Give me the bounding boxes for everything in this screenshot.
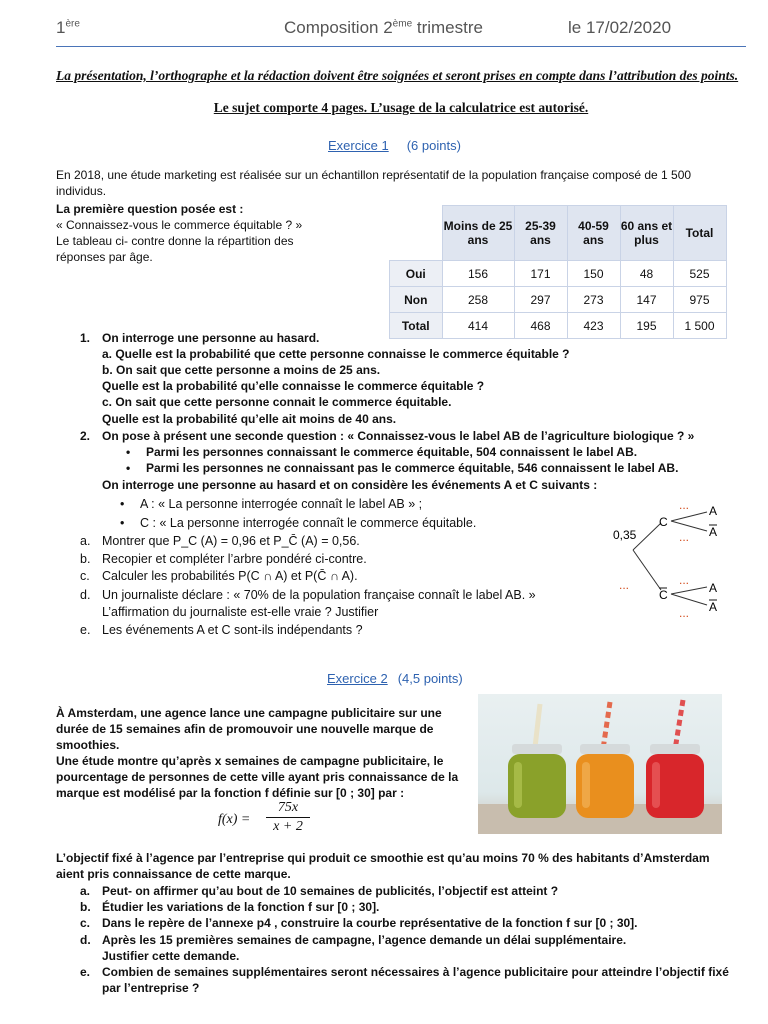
table-cell: 423 [567, 313, 620, 339]
col-header: 25-39 ans [514, 206, 567, 261]
ex2-qc: c. Dans le repère de l’annexe p4 , construire la courbe représentative de la fonction f sur [0 ; 30]. [80, 916, 638, 930]
table-cell: 297 [514, 287, 567, 313]
smoothie-jars-illustration [478, 694, 722, 834]
exercise1-title: Exercice 1 (6 points) [328, 138, 461, 153]
tree-branch [671, 594, 707, 605]
q2e: e. Les événements A et C sont-ils indépendants ? [80, 623, 363, 637]
ex2-qb: b. Étudier les variations de la fonction f sur [0 ; 30]. [80, 900, 380, 914]
tree-blank: ... [619, 578, 630, 592]
q2-bullet1: • Parmi les personnes connaissant le commerce équitable, 504 connaissent le label AB. [126, 445, 638, 459]
tree-branch [671, 512, 707, 521]
tree-node-abar: A [709, 525, 718, 539]
table-cell: 975 [673, 287, 726, 313]
grade-level: 1ère [56, 18, 80, 37]
table-cell: 273 [567, 287, 620, 313]
q1b-line2: Quelle est la probabilité qu’elle connaisse le commerce équitable ? [102, 379, 485, 393]
q1: 1. On interroge une personne au hasard. [80, 331, 320, 345]
q2a: a. Montrer que P_C (A) = 0,96 et P_C̄ (A) = 0,56. [80, 534, 360, 548]
tree-node-a: A [709, 504, 718, 518]
table-cell: 147 [620, 287, 673, 313]
q2c: c. Calculer les probabilités P(C ∩ A) et P(C̄ ∩ A). [80, 569, 358, 583]
table-row [390, 261, 727, 287]
tree-blank: ... [679, 573, 690, 587]
table-row [390, 313, 727, 339]
ex1-question-quote: « Connaissez-vous le commerce équitable ? » [56, 218, 303, 232]
table-cell: 468 [514, 313, 567, 339]
ex2-qd-line2: Justifier cette demande. [102, 949, 240, 963]
q2-bullet2: • Parmi les personnes ne connaissant pas le commerce équitable, 546 connaissent le label AB. [126, 461, 679, 475]
table-cell: 171 [514, 261, 567, 287]
ex2-qa: a. Peut- on affirmer qu’au bout de 10 semaines de publicités, l’objectif est atteint ? [80, 884, 559, 898]
q2: 2. On pose à présent une seconde question : « Connaissez-vous le label AB de l’agriculture biologique ? » [80, 429, 695, 443]
col-header: Moins de 25 ans [442, 206, 514, 261]
tree-prob-c: 0,35 [613, 528, 637, 542]
table-cell: 1 500 [673, 313, 726, 339]
ex1-context: En 2018, une étude marketing est réalisée sur un échantillon représentatif de la population française composé de 1 500 individus. [56, 168, 692, 198]
tree-branch [671, 587, 707, 594]
intro-pages-note: Le sujet comporte 4 pages. L’usage de la calculatrice est autorisé. [213, 100, 589, 115]
table-row [390, 287, 727, 313]
tree-blank: ... [679, 606, 690, 620]
col-header: 60 ans et plus [620, 206, 673, 261]
tree-node-cbar: C [659, 588, 668, 602]
row-label: Oui [390, 261, 443, 287]
ex1-data-table [389, 205, 727, 339]
q1b-line1: b. On sait que cette personne a moins de 25 ans. [102, 363, 381, 377]
header-rule [56, 46, 746, 47]
tree-blank: ... [679, 498, 690, 512]
col-header: 40-59 ans [567, 206, 620, 261]
table-cell: 156 [442, 261, 514, 287]
header-title: Composition 2ème trimestre [284, 18, 483, 37]
ex2-model: Une étude montre qu’après x semaines de campagne publicitaire, le pourcentage de personnes de cette ville ayant pris connaissance de la marque est modélisé par la fonction f définie sur [0 ; 30] par : [56, 754, 459, 800]
ex2-qe-line2: par l’entreprise ? [102, 981, 200, 995]
event-a: • A : « La personne interrogée connaît le label AB » ; [120, 497, 423, 511]
q1c-line2: Quelle est la probabilité qu’elle ait moins de 40 ans. [102, 412, 397, 426]
tree-blank: ... [679, 530, 690, 544]
table-cell: 150 [567, 261, 620, 287]
q1a: a. Quelle est la probabilité que cette personne connaisse le commerce équitable ? [102, 347, 570, 361]
table-corner [390, 206, 443, 261]
ex2-context: À Amsterdam, une agence lance une campagne publicitaire sur une durée de 15 semaines afin de promouvoir une nouvelle marque de smoothies. [56, 706, 442, 752]
ex2-qe-line1: e. Combien de semaines supplémentaires seront nécessaires à l’agence publicitaire pour atteindre l’objectif fixé [80, 965, 729, 979]
header-date: le 17/02/2020 [568, 18, 672, 37]
table-cell: 195 [620, 313, 673, 339]
q2d-line2: L’affirmation du journaliste est-elle vraie ? Justifier [102, 605, 379, 619]
table-cell: 258 [442, 287, 514, 313]
table-cell: 525 [673, 261, 726, 287]
ex1-question-intro: La première question posée est : [56, 202, 244, 216]
tree-branch [633, 550, 661, 590]
q1c-line1: c. On sait que cette personne connait le commerce équitable. [102, 395, 452, 409]
smoothies-photo [478, 694, 722, 834]
tree-node-a: A [709, 581, 718, 595]
tree-node-c: C [659, 515, 668, 529]
row-label: Non [390, 287, 443, 313]
intro-instructions: La présentation, l’orthographe et la rédaction doivent être soignées et seront prises en compte dans l’attribution des points. [56, 68, 739, 83]
table-cell: 48 [620, 261, 673, 287]
table-cell: 414 [442, 313, 514, 339]
page-header [56, 18, 746, 46]
q2b: b. Recopier et compléter l’arbre pondéré ci-contre. [80, 552, 367, 566]
ex1-table-intro: Le tableau ci- contre donne la répartition des réponses par âge. [56, 234, 294, 264]
event-c: • C : « La personne interrogée connaît le commerce équitable. [120, 516, 477, 530]
probability-tree [605, 495, 745, 620]
row-label: Total [390, 313, 443, 339]
ex2-qd-line1: d. Après les 15 premières semaines de campagne, l’agence demande un délai supplémentaire. [80, 933, 627, 947]
ex2-objective: L’objectif fixé à l’agence par l’entreprise qui produit ce smoothie est qu’au moins 70 % des habitants d’Amsterdam aient pris connaissance de cette marque. [56, 851, 710, 881]
q2d-line1: d. Un journaliste déclare : « 70% de la population française connaît le label AB. » [80, 588, 536, 602]
q2-events-intro: On interroge une personne au hasard et on considère les événements A et C suivants : [102, 478, 598, 492]
col-header: Total [673, 206, 726, 261]
tree-branch [633, 523, 661, 550]
exercise2-title: Exercice 2 (4,5 points) [327, 671, 463, 686]
tree-node-abar: A [709, 600, 718, 614]
